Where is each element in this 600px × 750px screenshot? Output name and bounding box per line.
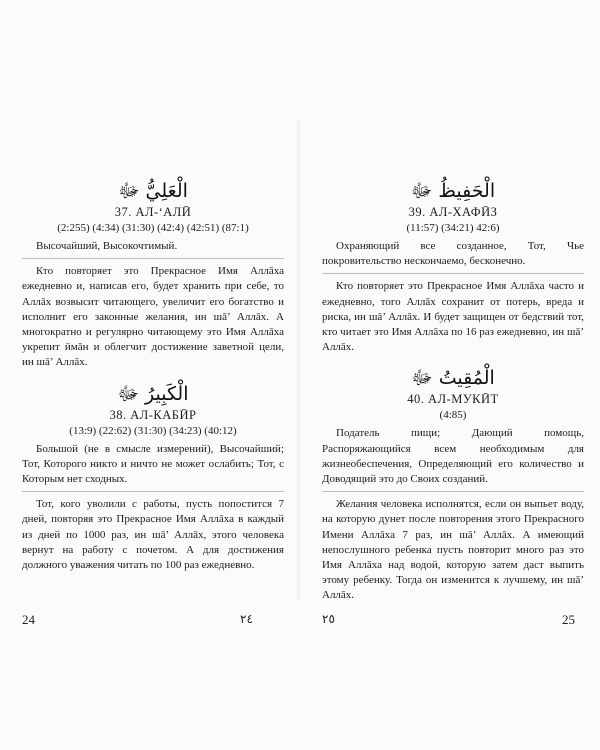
page-number-arabic: ٢٥ xyxy=(322,612,335,626)
entry-meaning: Большой (не в смысле измерений), Высочайший; Тот, Которого никто и ничто не может ослабить; Тот, с Которым нет сходных. xyxy=(22,442,284,486)
quran-references: (2:255) (4:34) (31:30) (42:4) (42:51) (87:1) xyxy=(57,222,249,234)
divider xyxy=(22,491,284,492)
entry-text: Тот, кого уволили с работы, пусть попостится 7 дней, повторяя это Прекрасное Имя Аллāха в каждый из дней по 1000 раз, ин шā’ Аллāх, этого человека вернут на работу с почетом. А для достижения должного уважения читать по 100 раз ежедневно. xyxy=(22,498,284,572)
entry-text: Желания человека исполнятся, если он выпьет воду, на которую дунет после повторения этого Прекрасного Имени Аллāха 7 раз, ин шā’ Аллāх. А имеющий непослушного ребенка пусть повторит много раз это Имя Аллāха над водой, которую затем даст выпить этому ребенку. Тогда он изменится к лучшему, ин шā’ Аллāх. xyxy=(322,498,584,602)
arabic-name-heading: الْكَبِيرُ ﷻ xyxy=(117,382,189,405)
arabic-name-heading: الْعَلِيُّ ﷻ xyxy=(118,180,188,202)
entry-37 xyxy=(22,178,284,236)
arabic-name-heading: الْحَفِيظُ ﷻ xyxy=(410,180,496,202)
entry-38 xyxy=(22,381,284,439)
entry-40 xyxy=(322,365,584,423)
page-number-arabic: ٢٤ xyxy=(240,612,253,626)
entry-meaning: Охраняющий все созданное, Тот, Чье покровительство нескончаемо, бесконечно. xyxy=(322,240,584,268)
entry-text: Кто повторяет это Прекрасное Имя Аллāха часто и ежедневно, того Аллāх сохранит от потерь, вреда и риска, ин шā’ Аллāх. И будет защищен от бедствий тот, кто читает это Имя Аллāха по 16 раз ежедневно, ин шā’ Аллāх. xyxy=(322,280,584,354)
quran-references: (11:57) (34:21) 42:6) xyxy=(406,222,500,234)
entry-title: 38. АЛ-КАБӢР xyxy=(109,407,197,422)
entry-text: Кто повторяет это Прекрасное Имя Аллāха ежедневно и, написав его, будет хранить при себе, то Аллāх возвысит читающего, увеличит его богатство и исполнит его законные желания, ин шā’ Аллāх. А многократно и регулярно читающему это Имя Аллāха укрепит ӣмāн и облегчит достижение заветной цели, ин шā’ Аллāх. xyxy=(22,265,284,369)
right-page xyxy=(300,0,600,750)
entry-meaning: Податель пищи; Дающий помощь, Распоряжающийся всем необходимым для жизнеобеспечения, Определяющий его количество и Доводящий это до Своих созданий. xyxy=(322,427,584,486)
divider xyxy=(22,258,284,259)
page-number: 24 xyxy=(22,612,35,627)
quran-references: (13:9) (22:62) (31:30) (34:23) (40:12) xyxy=(69,424,237,437)
entry-title: 40. АЛ-МУКӢТ xyxy=(407,392,499,407)
quran-references: (4:85) xyxy=(439,409,467,422)
divider xyxy=(322,491,584,492)
right-page-column xyxy=(322,178,584,604)
entry-meaning: Высочайший, Высокочтимый. xyxy=(36,240,178,252)
page-number: 25 xyxy=(562,612,575,627)
arabic-name-heading: الْمُقِيتُ ﷻ xyxy=(411,367,495,390)
left-page-column xyxy=(22,178,284,573)
entry-title: 37. АЛ-‘АЛӢ xyxy=(114,205,192,219)
entry-title: 39. АЛ-ХАФӢЗ xyxy=(408,205,498,219)
divider xyxy=(322,273,584,274)
entry-39 xyxy=(322,178,584,236)
